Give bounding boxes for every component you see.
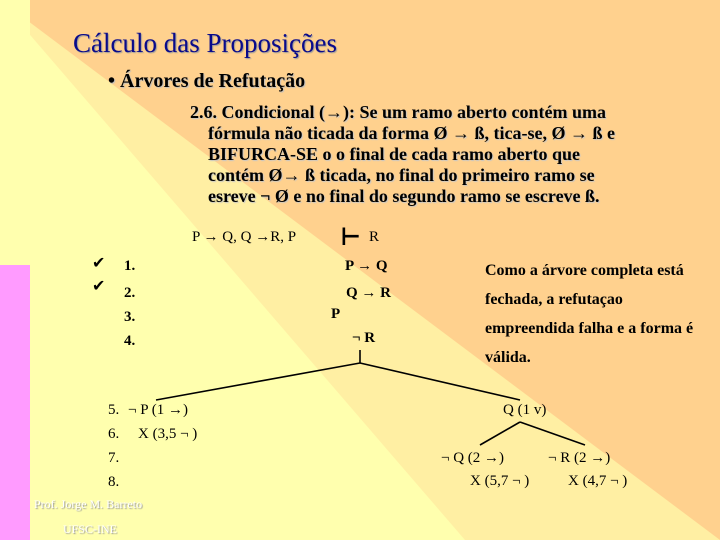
subbranch-left-close: X (5,7 ¬ ) xyxy=(470,473,530,489)
formula-4: ¬ R xyxy=(352,330,376,346)
line-number-7: 7. xyxy=(108,450,120,466)
slide-title: Cálculo das Proposições xyxy=(73,28,337,58)
conclusion-text: Como a árvore completa está fechada, a refutaçao empreendida falha e a forma é válida. xyxy=(485,262,694,366)
argument-premises: P → Q, Q →R, P xyxy=(192,229,297,245)
footer-institution: UFSC-INE xyxy=(63,522,118,536)
rule-text xyxy=(190,102,690,207)
line-number-5: 5. xyxy=(108,402,120,418)
rule-line-3: BIFURCA-SE o o final de cada ramo aberto que xyxy=(208,144,580,164)
line-number-1: 1. xyxy=(124,258,136,274)
rule-line-1: 2.6. Condicional (→): Se um ramo aberto contém uma xyxy=(190,102,606,122)
right-branch-node: Q (1 v) xyxy=(503,402,547,418)
line-number-8: 8. xyxy=(108,474,120,490)
line-number-2: 2. xyxy=(124,285,136,301)
argument-conclusion: R xyxy=(369,229,380,245)
section-bullet: • Árvores de Refutação xyxy=(108,70,306,92)
rule-line-5: esreve ¬ Ø e no final do segundo ramo se escreve ß. xyxy=(208,186,600,206)
turnstile-symbol: ⊢ xyxy=(340,225,362,251)
footer-author: Prof. Jorge M. Barreto xyxy=(34,497,143,511)
formula-2: Q → R xyxy=(346,285,391,301)
line-number-3: 3. xyxy=(124,309,136,325)
line-number-6: 6. xyxy=(108,426,120,442)
subbranch-right-formula: ¬ R (2 →) xyxy=(548,450,611,466)
check-mark-2: ✔ xyxy=(92,278,106,295)
rule-line-2: fórmula não ticada da forma Ø → ß, tica-se, Ø → ß e xyxy=(208,123,615,143)
rule-line-4: contém Ø→ ß ticada, no final do primeiro ramo se xyxy=(208,165,595,185)
formula-3: P xyxy=(331,306,341,322)
left-branch-formula: ¬ P (1 →) xyxy=(128,402,188,418)
left-branch-close: X (3,5 ¬ ) xyxy=(138,426,198,442)
formula-1: P → Q xyxy=(345,258,388,274)
check-mark-1: ✔ xyxy=(92,255,106,272)
subbranch-left-formula: ¬ Q (2 →) xyxy=(441,450,505,466)
line-number-4: 4. xyxy=(124,333,136,349)
subbranch-right-close: X (4,7 ¬ ) xyxy=(568,473,628,489)
